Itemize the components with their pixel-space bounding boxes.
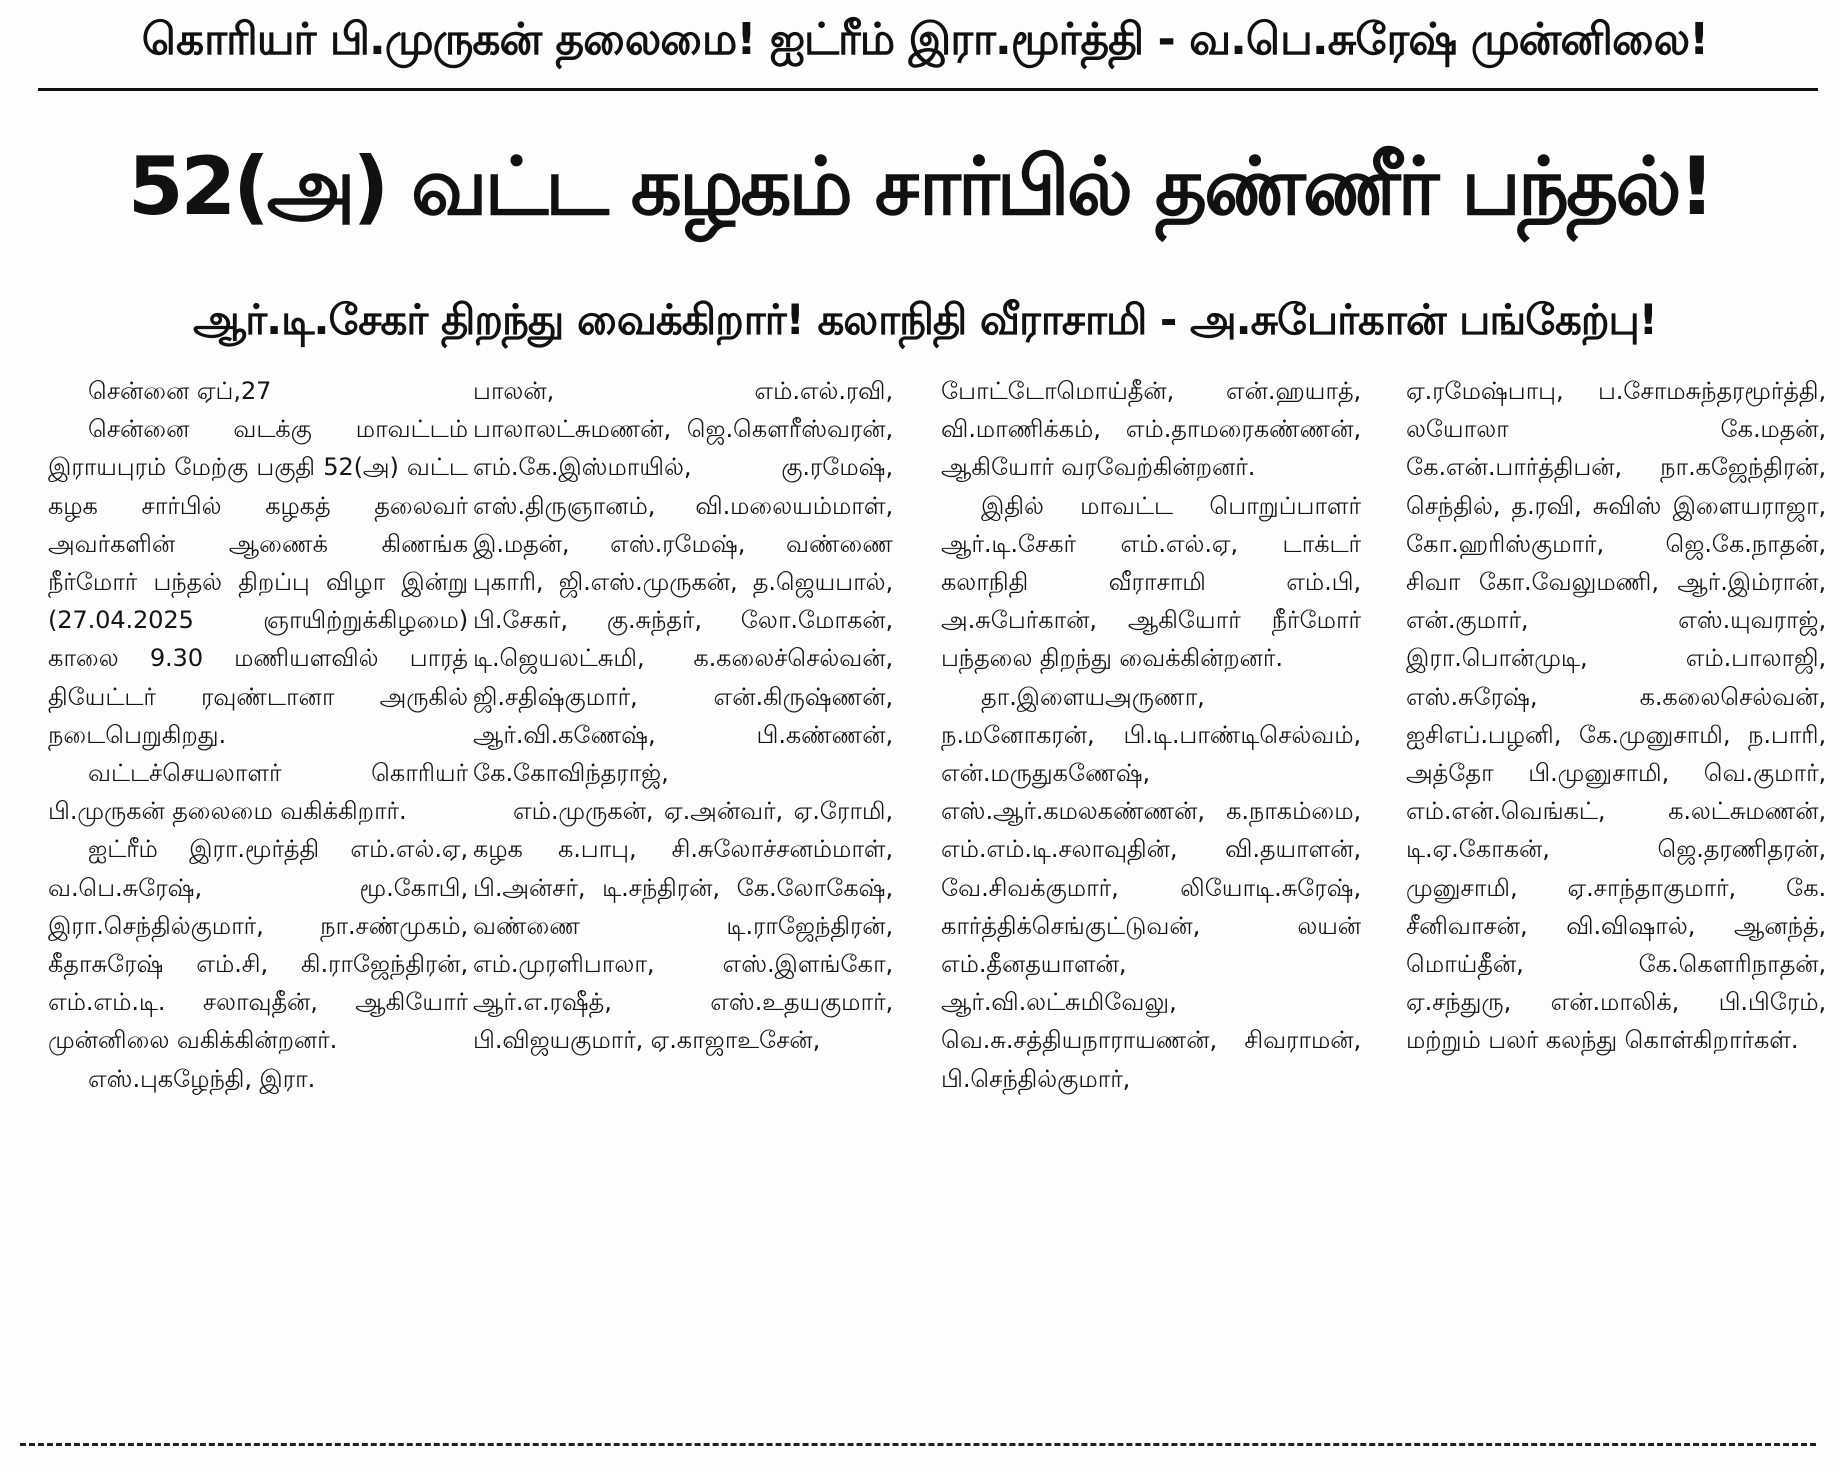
top-rule [38, 88, 1818, 91]
paragraph: வட்டச்செயலாளர் கொரியர் பி.முருகன் தலைமை வகிக்கிறார். [48, 759, 468, 826]
paragraph: இதில் மாவட்ட பொறுப்பாளர் ஆர்.டி.சேகர் எம்.எல்.ஏ, டாக்டர் கலாநிதி வீராசாமி எம்.பி, அ.சுபேர்கான், ஆகியோர் நீர்மோர் பந்தலை திறந்து வைக்கின்றனர். [941, 491, 1361, 673]
column-2 [473, 372, 893, 1060]
bottom-dashed-rule [20, 1443, 1816, 1446]
column-4 [1406, 372, 1826, 1060]
subheadline: ஆர்.டி.சேகர் திறந்து வைக்கிறார்! கலாநிதி வீராசாமி - அ.சுபேர்கான் பங்கேற்பு! [193, 295, 1657, 344]
paragraph: எஸ்.புகழேந்தி, இரா. [88, 1064, 316, 1093]
column-3 [941, 372, 1361, 1098]
article-body [48, 372, 1828, 1412]
paragraph: சென்னை வடக்கு மாவட்டம் இராயபுரம் மேற்கு பகுதி 52(அ) வட்ட கழக சார்பில் கழகத் தலைவர் அவர்களின் ஆணைக் கிணங்க நீர்மோர் பந்தல் திறப்பு விழா இன்று (27.04.2025 ஞாயிற்றுக்கிழமை) காலை 9.30 மணியளவில் பாரத் தியேட்டர் ரவுண்டானா அருகில் நடைபெறுகிறது. [48, 415, 468, 749]
column-1 [48, 372, 468, 1098]
paragraph: ஏ.ரமேஷ்பாபு, ப.சோமசுந்தரமூர்த்தி, லயோலா கே.மதன், கே.என்.பார்த்திபன், நா.கஜேந்திரன், செந்தில், த.ரவி, சுவிஸ் இளையராஜா, கோ.ஹரிஸ்குமார், ஜெ.கே.நாதன், சிவா கோ.வேலுமணி, ஆர்.இம்ரான், என்.குமார், எஸ்.யுவராஜ், இரா.பொன்முடி, எம்.பாலாஜி, எஸ்.சுரேஷ், க.கலைசெல்வன், ஐசிஎப்.பழனி, கே.முனுசாமி, ந.பாரி, அத்தோ பி.முனுசாமி, வெ.குமார், எம்.என்.வெங்கட், க.லட்சுமணன், டி.ஏ.கோகன், ஜெ.தரணிதரன், முனுசாமி, ஏ.சாந்தாகுமார், கே. சீனிவாசன், வி.விஷால், ஆனந்த், மொய்தீன், கே.கௌரிநாதன், ஏ.சந்துரு, என்.மாலிக், பி.பிரேம், மற்றும் பலர் கலந்து கொள்கிறார்கள். [1406, 377, 1826, 1055]
paragraph: எம்.முருகன், ஏ.அன்வர், ஏ.ரோமி, கழக க.பாபு, சி.சுலோச்சனம்மாள், பி.அன்சர், டி.சந்திரன், கே.லோகேஷ், வண்ணை டி.ராஜேந்திரன், எம்.முரளிபாலா, எஸ்.இளங்கோ, ஆர்.எ.ரஷீத், எஸ்.உதயகுமார், பி.விஜயகுமார், ஏ.காஜாஉசேன், [473, 797, 893, 1055]
paragraph: தா.இளையஅருணா, ந.மனோகரன், பி.டி.பாண்டிசெல்வம், என்.மருதுகணேஷ், எஸ்.ஆர்.கமலகண்ணன், க.நாகம்மை, எம்.எம்.டி.சலாவுதின், வி.தயாளன், வே.சிவக்குமார், லியோடி.சுரேஷ், கார்த்திக்செங்குட்டுவன், லயன் எம்.தீனதயாளன், ஆர்.வி.லட்சுமிவேலு, வெ.சு.சத்தியநாராயணன், சிவராமன், பி.செந்தில்குமார், [941, 682, 1361, 1093]
paragraph: போட்டோமொய்தீன், என்.ஹயாத், வி.மாணிக்கம், எம்.தாமரைகண்ணன், ஆகியோர் வரவேற்கின்றனர். [941, 377, 1361, 482]
paragraph: பாலன், எம்.எல்.ரவி, பாலாலட்சுமணன், ஜெ.கௌரீஸ்வரன், எம்.கே.இஸ்மாயில், கு.ரமேஷ், எஸ்.திருஞானம், வி.மலையம்மாள், இ.மதன், எஸ்.ரமேஷ், வண்ணை புகாரி, ஜி.எஸ்.முருகன், த.ஜெயபால், பி.சேகர், கு.சுந்தர், லோ.மோகன், டி.ஜெயலட்சுமி, க.கலைச்செல்வன், ஜி.சதிஷ்குமார், என்.கிருஷ்ணன், ஆர்.வி.கணேஷ், பி.கண்ணன், கே.கோவிந்தராஜ், [473, 377, 893, 788]
headline: 52(அ) வட்ட கழகம் சார்பில் தண்ணீர் பந்தல்! [127, 140, 1713, 233]
kicker-line: கொரியர் பி.முருகன் தலைமை! ஐட்ரீம் இரா.மூர்த்தி - வ.பெ.சுரேஷ் முன்னிலை! [141, 14, 1709, 65]
paragraph: ஐட்ரீம் இரா.மூர்த்தி எம்.எல்.ஏ, வ.பெ.சுரேஷ், மூ.கோபி, இரா.செந்தில்குமார், நா.சண்முகம், கீதாசுரேஷ் எம்.சி, கி.ராஜேந்திரன், எம்.எம்.டி. சலாவுதீன், ஆகியோர் முன்னிலை வகிக்கின்றனர். [48, 835, 468, 1055]
dateline: சென்னை ஏப்,27 [88, 377, 272, 405]
